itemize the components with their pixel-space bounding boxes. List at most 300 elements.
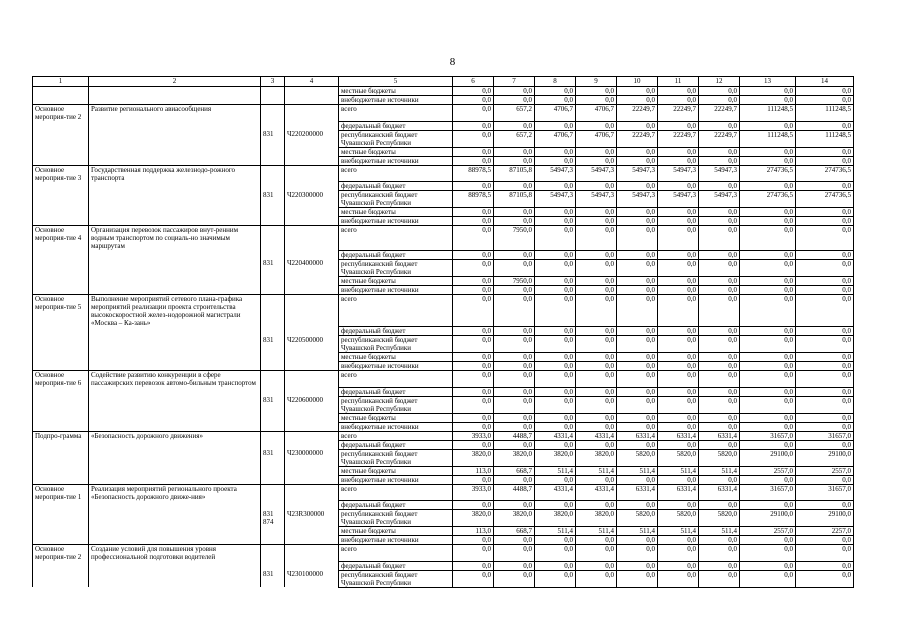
amount-cell: 0,0 — [535, 353, 576, 362]
amount-cell: 54947,3 — [617, 165, 658, 182]
amount-cell: 0,0 — [535, 276, 576, 285]
amount-cell: 0,0 — [699, 353, 740, 362]
amount-cell: 0,0 — [494, 147, 535, 156]
amount-cell: 0,0 — [617, 226, 658, 251]
target-article-cell — [285, 276, 339, 285]
table-row — [33, 413, 854, 422]
amount-cell: 54947,3 — [535, 165, 576, 182]
amount-cell: 0,0 — [617, 336, 658, 353]
amount-cell: 87105,8 — [494, 191, 535, 208]
target-article-cell — [285, 87, 339, 96]
event-type-cell — [33, 362, 89, 371]
amount-cell: 0,0 — [576, 561, 617, 570]
amount-cell: 0,0 — [740, 208, 796, 217]
table-row — [33, 353, 854, 362]
amount-cell: 0,0 — [699, 327, 740, 336]
amount-cell: 0,0 — [576, 327, 617, 336]
amount-cell: 0,0 — [576, 87, 617, 96]
amount-cell: 6331,4 — [617, 484, 658, 501]
amount-cell: 0,0 — [535, 226, 576, 251]
amount-cell: 0,0 — [576, 353, 617, 362]
amount-cell: 511,4 — [535, 466, 576, 475]
table-row — [33, 96, 854, 105]
table-row — [33, 431, 854, 440]
page-number: 8 — [449, 56, 456, 68]
table-body — [33, 87, 854, 588]
amount-cell: 0,0 — [576, 156, 617, 165]
event-name-cell: «Безопасность дорожного движения» — [89, 431, 261, 440]
grbs-code-cell: 831 — [261, 449, 285, 466]
target-article-cell — [285, 165, 339, 182]
amount-cell: 0,0 — [576, 396, 617, 413]
amount-cell: 0,0 — [740, 156, 796, 165]
funding-source-cell: местные бюджеты — [339, 466, 453, 475]
amount-cell: 4331,4 — [576, 484, 617, 501]
amount-cell: 274736,5 — [740, 191, 796, 208]
amount-cell: 0,0 — [740, 440, 796, 449]
event-name-cell: Организация перевозок пассажиров внут-ренним водным транспортом по социаль-но значимым маршрутам — [89, 226, 261, 251]
amount-cell: 0,0 — [617, 259, 658, 276]
amount-cell: 0,0 — [699, 182, 740, 191]
amount-cell: 511,4 — [658, 466, 699, 475]
funding-source-cell: местные бюджеты — [339, 276, 453, 285]
amount-cell: 111248,5 — [796, 105, 854, 122]
amount-cell: 0,0 — [617, 217, 658, 226]
event-name-cell: Выполнение мероприятий сетевого плана-графика мероприятий реализации проекта строительства высокоскоростной желез-нодорожной магистрали «Москва – Ка-зань» — [89, 294, 261, 327]
event-type-cell: Основное мероприя-тие 3 — [33, 165, 89, 182]
amount-cell: 0,0 — [796, 226, 854, 251]
target-article-cell — [285, 121, 339, 130]
event-name-cell — [89, 96, 261, 105]
event-name-cell — [89, 422, 261, 431]
amount-cell: 0,0 — [535, 182, 576, 191]
target-article-cell: Ч220400000 — [285, 259, 339, 276]
amount-cell: 87105,8 — [494, 165, 535, 182]
amount-cell: 0,0 — [576, 250, 617, 259]
table-row — [33, 182, 854, 191]
column-header: 3 — [261, 77, 285, 87]
grbs-code-cell: 831 — [261, 259, 285, 276]
amount-cell: 0,0 — [494, 217, 535, 226]
amount-cell: 31657,0 — [740, 484, 796, 501]
target-article-cell — [285, 561, 339, 570]
event-type-cell — [33, 130, 89, 147]
amount-cell: 6331,4 — [699, 484, 740, 501]
amount-cell: 0,0 — [453, 226, 494, 251]
table-row — [33, 362, 854, 371]
target-article-cell — [285, 147, 339, 156]
funding-source-cell: федеральный бюджет — [339, 440, 453, 449]
funding-source-cell: федеральный бюджет — [339, 387, 453, 396]
amount-cell: 0,0 — [535, 396, 576, 413]
grbs-code-cell — [261, 431, 285, 440]
event-name-cell — [89, 336, 261, 353]
amount-cell: 0,0 — [494, 362, 535, 371]
amount-cell: 88978,5 — [453, 191, 494, 208]
target-article-cell — [285, 422, 339, 431]
grbs-code-cell — [261, 413, 285, 422]
amount-cell: 0,0 — [453, 217, 494, 226]
target-article-cell — [285, 182, 339, 191]
amount-cell: 0,0 — [453, 147, 494, 156]
amount-cell: 0,0 — [796, 276, 854, 285]
amount-cell: 0,0 — [535, 327, 576, 336]
table-row — [33, 121, 854, 130]
funding-source-cell: федеральный бюджет — [339, 121, 453, 130]
amount-cell: 0,0 — [453, 440, 494, 449]
amount-cell: 0,0 — [796, 217, 854, 226]
event-name-cell — [89, 561, 261, 570]
amount-cell: 0,0 — [740, 413, 796, 422]
amount-cell: 0,0 — [699, 440, 740, 449]
event-type-cell — [33, 570, 89, 587]
amount-cell: 0,0 — [453, 208, 494, 217]
amount-cell: 4706,7 — [576, 130, 617, 147]
amount-cell: 0,0 — [494, 259, 535, 276]
table-row — [33, 208, 854, 217]
amount-cell: 0,0 — [535, 147, 576, 156]
amount-cell: 0,0 — [658, 561, 699, 570]
funding-source-cell: внебюджетные источники — [339, 217, 453, 226]
amount-cell: 0,0 — [796, 96, 854, 105]
target-article-cell — [285, 362, 339, 371]
grbs-code-cell: 831 — [261, 570, 285, 587]
amount-cell: 0,0 — [494, 353, 535, 362]
amount-cell: 0,0 — [658, 362, 699, 371]
target-article-cell: Ч220600000 — [285, 396, 339, 413]
amount-cell: 6331,4 — [658, 431, 699, 440]
amount-cell: 0,0 — [796, 208, 854, 217]
amount-cell: 0,0 — [699, 87, 740, 96]
grbs-code-cell — [261, 96, 285, 105]
amount-cell: 0,0 — [699, 250, 740, 259]
grbs-code-cell: 831 — [261, 130, 285, 147]
amount-cell: 54947,3 — [617, 191, 658, 208]
amount-cell: 0,0 — [453, 362, 494, 371]
grbs-code-cell: 831 — [261, 396, 285, 413]
grbs-code-cell — [261, 484, 285, 501]
table-row — [33, 510, 854, 527]
grbs-code-cell — [261, 156, 285, 165]
event-type-cell — [33, 336, 89, 353]
amount-cell: 3820,0 — [576, 510, 617, 527]
amount-cell: 0,0 — [796, 182, 854, 191]
target-article-cell — [285, 371, 339, 388]
amount-cell: 0,0 — [535, 387, 576, 396]
amount-cell: 4331,4 — [535, 484, 576, 501]
amount-cell: 54947,3 — [535, 191, 576, 208]
amount-cell: 0,0 — [740, 422, 796, 431]
amount-cell: 0,0 — [740, 217, 796, 226]
event-type-cell — [33, 276, 89, 285]
event-name-cell — [89, 327, 261, 336]
table-row — [33, 545, 854, 562]
amount-cell: 0,0 — [740, 570, 796, 587]
event-type-cell: Подпро-грамма — [33, 431, 89, 440]
amount-cell: 4331,4 — [535, 431, 576, 440]
grbs-code-cell — [261, 527, 285, 536]
event-type-cell — [33, 353, 89, 362]
amount-cell: 0,0 — [740, 250, 796, 259]
grbs-code-cell — [261, 561, 285, 570]
amount-cell: 7950,0 — [494, 226, 535, 251]
amount-cell: 5820,0 — [699, 510, 740, 527]
funding-source-cell: всего — [339, 545, 453, 562]
amount-cell: 0,0 — [796, 475, 854, 484]
amount-cell: 3820,0 — [453, 449, 494, 466]
grbs-code-cell: 831 — [261, 191, 285, 208]
amount-cell: 0,0 — [576, 362, 617, 371]
amount-cell: 0,0 — [740, 501, 796, 510]
amount-cell: 0,0 — [535, 87, 576, 96]
grbs-code-cell — [261, 353, 285, 362]
amount-cell: 2557,0 — [740, 466, 796, 475]
amount-cell: 4331,4 — [576, 431, 617, 440]
amount-cell: 3820,0 — [535, 510, 576, 527]
amount-cell: 0,0 — [658, 226, 699, 251]
funding-source-cell: всего — [339, 165, 453, 182]
amount-cell: 0,0 — [535, 250, 576, 259]
funding-source-cell: федеральный бюджет — [339, 561, 453, 570]
column-header: 10 — [617, 77, 658, 87]
grbs-code-cell — [261, 501, 285, 510]
amount-cell: 0,0 — [796, 353, 854, 362]
amount-cell: 511,4 — [617, 466, 658, 475]
amount-cell: 3820,0 — [576, 449, 617, 466]
amount-cell: 0,0 — [740, 147, 796, 156]
amount-cell: 0,0 — [494, 440, 535, 449]
amount-cell: 668,7 — [494, 466, 535, 475]
amount-cell: 0,0 — [535, 536, 576, 545]
amount-cell: 0,0 — [796, 440, 854, 449]
grbs-code-cell — [261, 217, 285, 226]
event-type-cell — [33, 475, 89, 484]
table-row — [33, 561, 854, 570]
amount-cell: 22249,7 — [699, 105, 740, 122]
amount-cell: 0,0 — [658, 87, 699, 96]
amount-cell: 0,0 — [494, 475, 535, 484]
amount-cell: 88978,5 — [453, 165, 494, 182]
table-row — [33, 387, 854, 396]
amount-cell: 0,0 — [494, 87, 535, 96]
amount-cell: 113,0 — [453, 466, 494, 475]
amount-cell: 0,0 — [453, 276, 494, 285]
event-name-cell: Развитие регионального авиасообщения — [89, 105, 261, 122]
funding-source-cell: республиканский бюджет Чувашской Республики — [339, 259, 453, 276]
event-type-cell — [33, 87, 89, 96]
event-name-cell: Создание условий для повышения уровня профессиональной подготовки водителей — [89, 545, 261, 562]
event-type-cell — [33, 387, 89, 396]
grbs-code-cell — [261, 285, 285, 294]
amount-cell: 0,0 — [617, 327, 658, 336]
amount-cell: 0,0 — [494, 422, 535, 431]
amount-cell: 0,0 — [699, 226, 740, 251]
amount-cell: 274736,5 — [740, 165, 796, 182]
table-row — [33, 396, 854, 413]
amount-cell: 0,0 — [453, 121, 494, 130]
amount-cell: 0,0 — [699, 536, 740, 545]
amount-cell: 5820,0 — [699, 449, 740, 466]
amount-cell: 0,0 — [453, 501, 494, 510]
funding-source-cell: внебюджетные источники — [339, 475, 453, 484]
grbs-code-cell — [261, 371, 285, 388]
amount-cell: 0,0 — [796, 570, 854, 587]
amount-cell: 0,0 — [617, 561, 658, 570]
target-article-cell: Ч230000000 — [285, 449, 339, 466]
amount-cell: 0,0 — [576, 96, 617, 105]
amount-cell: 0,0 — [796, 536, 854, 545]
target-article-cell — [285, 250, 339, 259]
amount-cell: 0,0 — [740, 226, 796, 251]
amount-cell: 0,0 — [699, 208, 740, 217]
amount-cell: 0,0 — [796, 259, 854, 276]
amount-cell: 0,0 — [617, 570, 658, 587]
grbs-code-cell: 831 874 — [261, 510, 285, 527]
grbs-code-cell — [261, 362, 285, 371]
grbs-code-cell — [261, 87, 285, 96]
event-name-cell — [89, 121, 261, 130]
amount-cell: 111248,5 — [740, 105, 796, 122]
amount-cell: 0,0 — [494, 501, 535, 510]
amount-cell: 0,0 — [740, 96, 796, 105]
grbs-code-cell: 831 — [261, 336, 285, 353]
amount-cell: 0,0 — [576, 536, 617, 545]
amount-cell: 0,0 — [453, 327, 494, 336]
event-type-cell — [33, 182, 89, 191]
amount-cell: 0,0 — [740, 336, 796, 353]
amount-cell: 0,0 — [576, 336, 617, 353]
amount-cell: 0,0 — [658, 285, 699, 294]
amount-cell: 0,0 — [796, 147, 854, 156]
amount-cell: 0,0 — [535, 294, 576, 327]
grbs-code-cell — [261, 147, 285, 156]
amount-cell: 0,0 — [617, 182, 658, 191]
amount-cell: 22249,7 — [699, 130, 740, 147]
grbs-code-cell — [261, 182, 285, 191]
event-name-cell — [89, 396, 261, 413]
event-name-cell — [89, 353, 261, 362]
amount-cell: 0,0 — [576, 422, 617, 431]
event-type-cell — [33, 561, 89, 570]
table-row — [33, 259, 854, 276]
target-article-cell — [285, 294, 339, 327]
amount-cell: 0,0 — [740, 353, 796, 362]
amount-cell: 0,0 — [494, 545, 535, 562]
amount-cell: 0,0 — [658, 182, 699, 191]
amount-cell: 0,0 — [617, 422, 658, 431]
amount-cell: 0,0 — [796, 545, 854, 562]
amount-cell: 0,0 — [699, 336, 740, 353]
amount-cell: 0,0 — [494, 570, 535, 587]
amount-cell: 0,0 — [453, 475, 494, 484]
target-article-cell — [285, 501, 339, 510]
amount-cell: 0,0 — [617, 285, 658, 294]
amount-cell: 0,0 — [796, 413, 854, 422]
amount-cell: 0,0 — [617, 545, 658, 562]
amount-cell: 0,0 — [535, 371, 576, 388]
amount-cell: 2557,0 — [796, 466, 854, 475]
amount-cell: 0,0 — [796, 387, 854, 396]
amount-cell: 0,0 — [740, 327, 796, 336]
funding-source-cell: всего — [339, 294, 453, 327]
amount-cell: 6331,4 — [617, 431, 658, 440]
amount-cell: 274736,5 — [796, 165, 854, 182]
amount-cell: 0,0 — [796, 422, 854, 431]
event-type-cell — [33, 259, 89, 276]
amount-cell: 3820,0 — [535, 449, 576, 466]
column-header: 4 — [285, 77, 339, 87]
event-type-cell — [33, 510, 89, 527]
amount-cell: 0,0 — [494, 561, 535, 570]
amount-cell: 0,0 — [740, 545, 796, 562]
amount-cell: 511,4 — [699, 466, 740, 475]
amount-cell: 0,0 — [699, 413, 740, 422]
amount-cell: 0,0 — [494, 327, 535, 336]
funding-source-cell: всего — [339, 105, 453, 122]
table-row — [33, 250, 854, 259]
funding-source-cell: местные бюджеты — [339, 527, 453, 536]
amount-cell: 54947,3 — [576, 165, 617, 182]
amount-cell: 0,0 — [617, 87, 658, 96]
amount-cell: 511,4 — [617, 527, 658, 536]
amount-cell: 0,0 — [453, 294, 494, 327]
column-header: 6 — [453, 77, 494, 87]
amount-cell: 0,0 — [699, 545, 740, 562]
event-type-cell — [33, 440, 89, 449]
amount-cell: 0,0 — [535, 362, 576, 371]
amount-cell: 0,0 — [453, 561, 494, 570]
amount-cell: 274736,5 — [796, 191, 854, 208]
amount-cell: 31657,0 — [796, 484, 854, 501]
amount-cell: 0,0 — [699, 121, 740, 130]
table-row — [33, 536, 854, 545]
amount-cell: 0,0 — [453, 413, 494, 422]
event-type-cell — [33, 449, 89, 466]
event-name-cell: Реализация мероприятий регионального проекта «Безопасность дорожного движе-ния» — [89, 484, 261, 501]
amount-cell: 0,0 — [453, 96, 494, 105]
amount-cell: 0,0 — [576, 285, 617, 294]
amount-cell: 29100,0 — [796, 449, 854, 466]
event-name-cell: Содействие развитию конкуренции в сфере пассажирских перевозок автомо-бильным транспортом — [89, 371, 261, 388]
funding-source-cell: федеральный бюджет — [339, 501, 453, 510]
funding-source-cell: всего — [339, 484, 453, 501]
amount-cell: 0,0 — [796, 294, 854, 327]
target-article-cell: Ч220200000 — [285, 130, 339, 147]
amount-cell: 511,4 — [658, 527, 699, 536]
funding-source-cell: внебюджетные источники — [339, 536, 453, 545]
amount-cell: 0,0 — [658, 250, 699, 259]
event-name-cell — [89, 208, 261, 217]
amount-cell: 0,0 — [699, 501, 740, 510]
funding-source-cell: республиканский бюджет Чувашской Республики — [339, 449, 453, 466]
amount-cell: 0,0 — [658, 396, 699, 413]
amount-cell: 54947,3 — [699, 191, 740, 208]
target-article-cell — [285, 96, 339, 105]
amount-cell: 0,0 — [699, 371, 740, 388]
event-type-cell — [33, 327, 89, 336]
event-type-cell — [33, 250, 89, 259]
target-article-cell — [285, 413, 339, 422]
amount-cell: 0,0 — [658, 440, 699, 449]
amount-cell: 0,0 — [535, 501, 576, 510]
funding-source-cell: местные бюджеты — [339, 208, 453, 217]
amount-cell: 0,0 — [576, 387, 617, 396]
amount-cell: 0,0 — [494, 336, 535, 353]
amount-cell: 0,0 — [453, 250, 494, 259]
funding-source-cell: внебюджетные источники — [339, 422, 453, 431]
amount-cell: 0,0 — [535, 285, 576, 294]
amount-cell: 0,0 — [494, 413, 535, 422]
